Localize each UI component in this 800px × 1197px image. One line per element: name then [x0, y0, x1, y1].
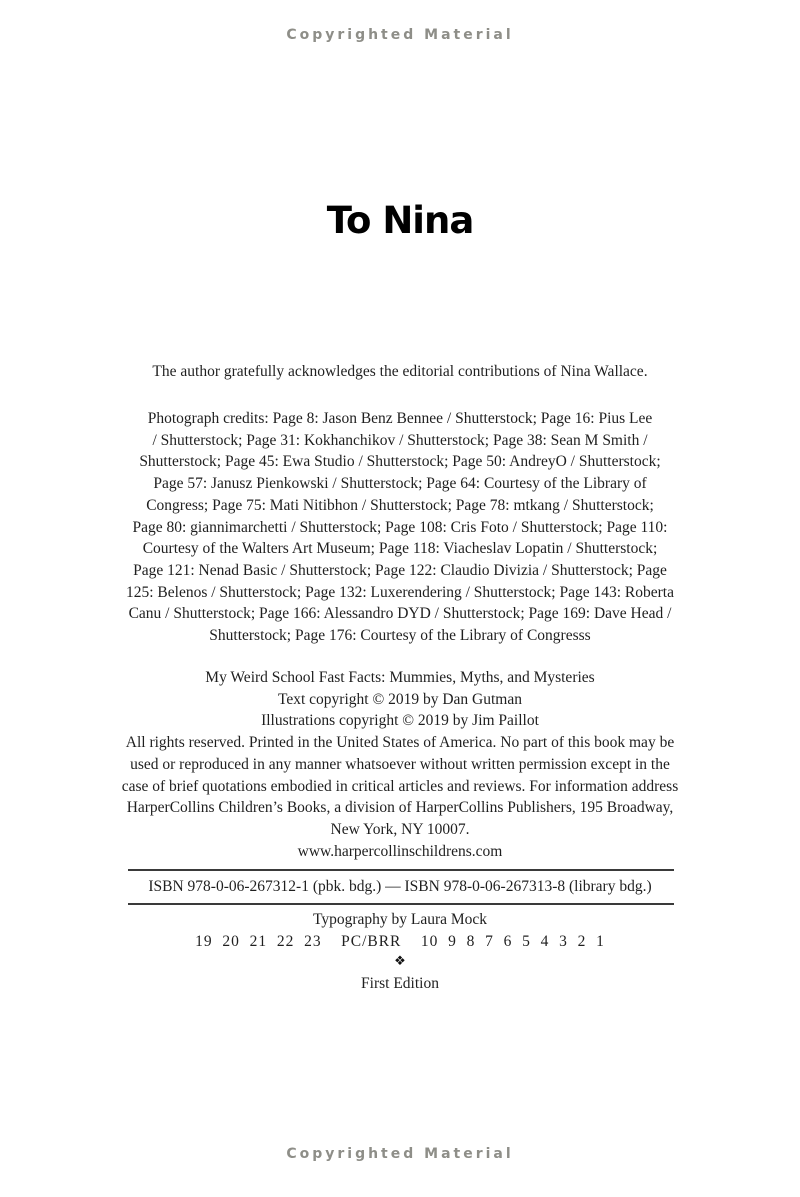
text-line: Congress; Page 75: Mati Nitibhon / Shutterstock; Page 78: mtkang / Shutterstock;	[146, 496, 654, 514]
text-line: Shutterstock; Page 45: Ewa Studio / Shutterstock; Page 50: AndreyO / Shutterstock;	[139, 453, 661, 471]
isbn-divider-bottom	[128, 903, 674, 905]
text-line: Page 121: Nenad Basic / Shutterstock; Page 122: Claudio Divizia / Shutterstock; Page	[133, 561, 667, 579]
text-line: www.harpercollinschildrens.com	[297, 842, 503, 860]
photograph-credits-paragraph	[0, 408, 800, 647]
printers-key-line: 19 20 21 22 23 PC/BRR 10 9 8 7 6 5 4 3 2 1	[195, 933, 605, 950]
dedication-title: To Nina	[326, 199, 474, 242]
text-line: Photograph credits: Page 8: Jason Benz Bennee / Shutterstock; Page 16: Pius Lee	[147, 410, 653, 427]
copyrighted-material-watermark-top: Copyrighted Material	[286, 27, 514, 43]
text-line: used or reproduced in any manner whatsoever without written permission except in the	[130, 755, 670, 773]
text-line: Page 57: Janusz Pienkowski / Shutterstock; Page 64: Courtesy of the Library of	[153, 475, 647, 493]
isbn-line: ISBN 978-0-06-267312-1 (pbk. bdg.) — ISBN 978-0-06-267313-8 (library bdg.)	[148, 878, 652, 895]
acknowledgment-line: The author gratefully acknowledges the editorial contributions of Nina Wallace.	[152, 363, 648, 380]
text-line: Text copyright © 2019 by Dan Gutman	[277, 690, 522, 708]
first-edition-line: First Edition	[361, 975, 439, 992]
copyrighted-material-watermark-bottom: Copyrighted Material	[286, 1146, 514, 1162]
text-line: Shutterstock; Page 176: Courtesy of the Library of Congresss	[209, 627, 591, 645]
text-line: All rights reserved. Printed in the United States of America. No part of this book may be	[125, 734, 675, 752]
diamond-ornament-icon: ❖	[394, 953, 406, 968]
copyright-notice-paragraph	[0, 667, 800, 862]
text-line: HarperCollins Children’s Books, a division of HarperCollins Publishers, 195 Broadway,	[126, 799, 674, 817]
text-line: New York, NY 10007.	[330, 820, 470, 838]
text-line: Illustrations copyright © 2019 by Jim Paillot	[261, 712, 539, 730]
text-line: My Weird School Fast Facts: Mummies, Myths, and Mysteries	[205, 669, 595, 686]
text-line: case of brief quotations embodied in critical articles and reviews. For information address	[121, 777, 679, 795]
text-line: Canu / Shutterstock; Page 166: Alessandro DYD / Shutterstock; Page 169: Dave Head /	[128, 605, 672, 623]
typography-credit-line: Typography by Laura Mock	[312, 911, 488, 928]
text-line: Courtesy of the Walters Art Museum; Page 118: Viacheslav Lopatin / Shutterstock;	[142, 540, 658, 558]
text-line: 125: Belenos / Shutterstock; Page 132: Luxerendering / Shutterstock; Page 143: Roberta	[125, 583, 674, 601]
text-line: Page 80: giannimarchetti / Shutterstock; Page 108: Cris Foto / Shutterstock; Page 110:	[132, 518, 668, 536]
text-line: / Shutterstock; Page 31: Kokhanchikov / Shutterstock; Page 38: Sean M Smith /	[152, 431, 648, 449]
isbn-divider-top	[128, 869, 674, 871]
